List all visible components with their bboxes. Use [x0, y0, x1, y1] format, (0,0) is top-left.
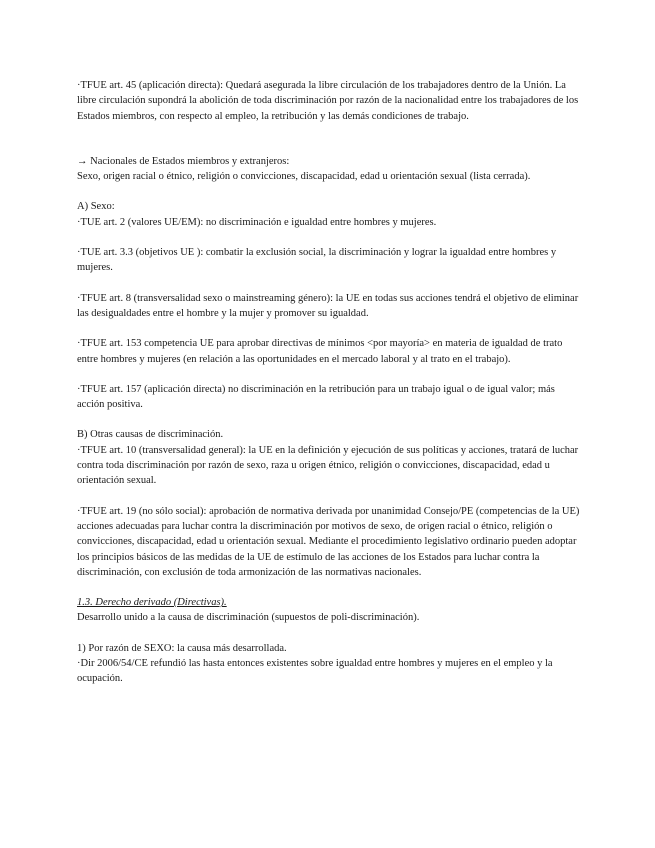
- paragraph-tue-art-2: ·TUE art. 2 (valores UE/EM): no discriminación e igualdad entre hombres y mujeres.: [77, 216, 437, 228]
- paragraph-nacionales-heading: → Nacionales de Estados miembros y extranjeros:: [77, 155, 290, 167]
- section-a-heading: A) Sexo:: [77, 201, 115, 213]
- section-1-3-heading: 1.3. Derecho derivado (Directivas).: [77, 597, 227, 609]
- paragraph-tfue-art-19: ·TFUE art. 19 (no sólo social): aprobación de normativa derivada por unanimidad Consejo/PE (competencias de la UE) acciones adecuadas para luchar contra la discriminación por motivos de sexo, de origen racial o étnico, religión o convicciones, discapacidad, edad u orientación sexual. Mediante el procedimiento legislativo ordinario pueden adoptar los principios básicos de las medidas de la UE de estímulo de las acciones de los Estados para luchar contra la discriminación, con exclusión de toda armonización de las normativas nacionales.: [77, 505, 580, 578]
- paragraph-tfue-art-8: ·TFUE art. 8 (transversalidad sexo o mainstreaming género): la UE en todas sus acciones tendrá el objetivo de eliminar las desigualdades entre el hombre y la mujer y promover su igualdad.: [77, 292, 579, 319]
- paragraph-causes-list: Sexo, origen racial o étnico, religión o convicciones, discapacidad, edad u orientación sexual (lista cerrada).: [77, 171, 531, 183]
- paragraph-tue-art-3-3: ·TUE art. 3.3 (objetivos UE ): combatir la exclusión social, la discriminación y lograr la igualdad entre hombres y mujeres.: [77, 247, 557, 274]
- paragraph-tfue-art-10: ·TFUE art. 10 (transversalidad general): la UE en la definición y ejecución de sus políticas y acciones, tratará de luchar contra toda discriminación por razón de sexo, raza u origen étnico, religión o convicciones, discapacidad, edad u orientación sexual.: [77, 444, 579, 487]
- paragraph-por-razon-sexo: 1) Por razón de SEXO: la causa más desarrollada.: [77, 642, 287, 654]
- paragraph-tfue-art-153: ·TFUE art. 153 competencia UE para aprobar directivas de mínimos <por mayoría> en materia de igualdad de trato entre hombres y mujeres (en relación a las oportunidades en el mercado laboral y al trato en el trabajo).: [77, 338, 563, 365]
- paragraph-tfue-art-157: ·TFUE art. 157 (aplicación directa) no discriminación en la retribución para un trabajo igual o de igual valor; más acción positiva.: [77, 383, 555, 411]
- paragraph-tfue-art-45: ·TFUE art. 45 (aplicación directa): Quedará asegurada la libre circulación de los trabajadores dentro de la Unión. La libre circulación supondrá la abolición de toda discriminación por razón de la nacionalidad entre los trabajadores de los Estados miembros, con respecto al empleo, la retribución y las demás condiciones de trabajo.: [77, 80, 579, 122]
- paragraph-desarrollo: Desarrollo unido a la causa de discriminación (supuestos de poli-discriminación).: [77, 612, 420, 624]
- document-page: [77, 78, 582, 687]
- paragraph-dir-2006-54: ·Dir 2006/54/CE refundió las hasta entonces existentes sobre igualdad entre hombres y mujeres en el empleo y la ocupación.: [77, 658, 553, 685]
- section-b-heading: B) Otras causas de discriminación.: [77, 429, 224, 441]
